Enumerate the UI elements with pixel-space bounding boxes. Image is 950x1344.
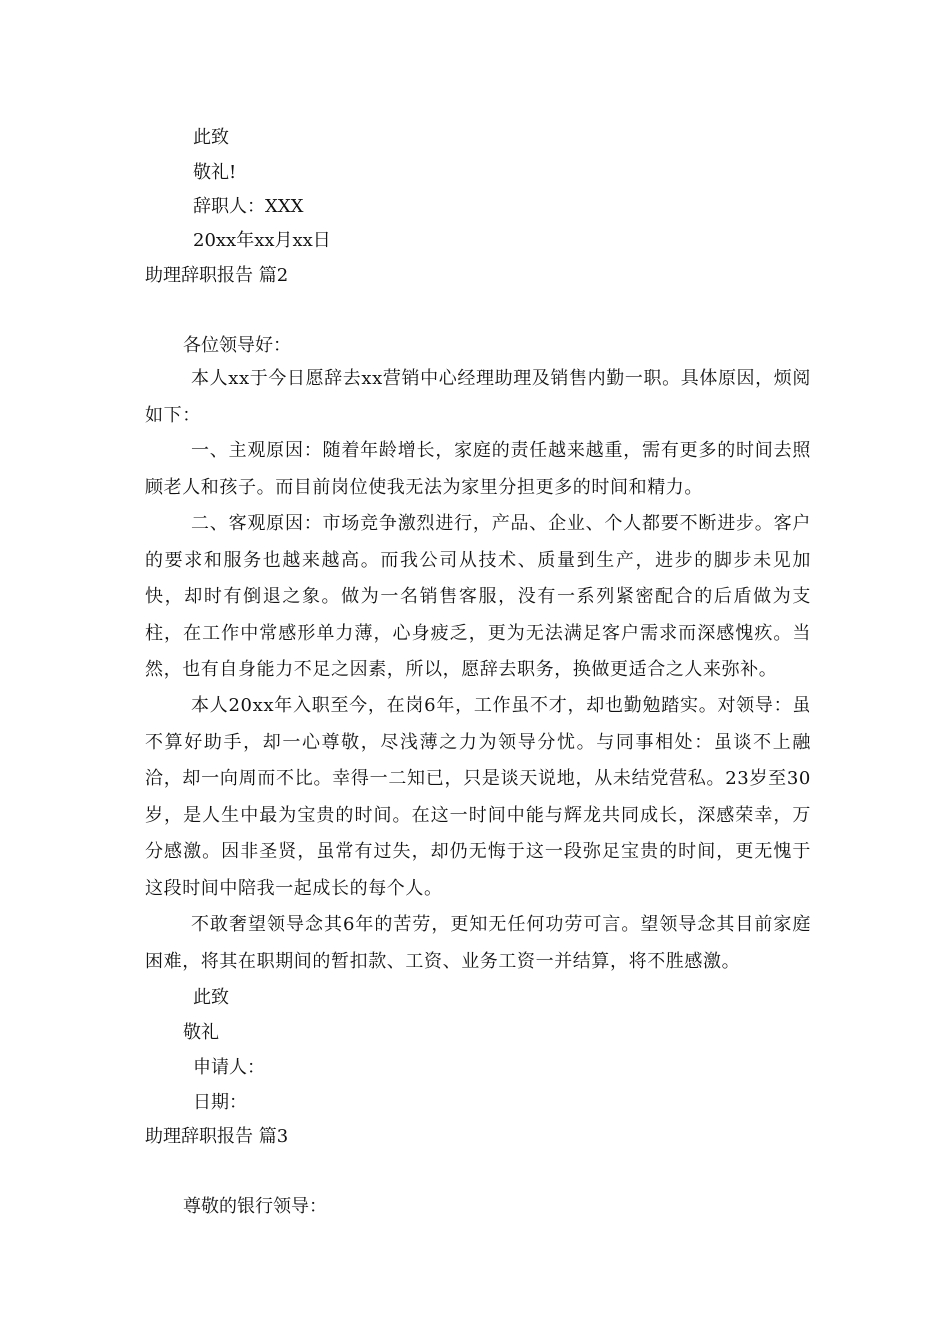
section-heading-2: 助理辞职报告 篇2 [145, 265, 289, 286]
paragraph-2: 一、主观原因：随着年龄增长，家庭的责任越来越重，需有更多的时间去照顾老人和孩子。而目前岗位使我无法为家里分担更多的时间和精力。 [145, 440, 811, 498]
paragraph-3: 二、客观原因：市场竞争激烈进行，产品、企业、个人都要不断进步。客户的要求和服务也越来越高。而我公司从技术、质量到生产，进步的脚步未见加快，却时有倒退之象。做为一名销售客服，没有一系列紧密配合的后盾做为支柱，在工作中常感形单力薄，心身疲乏，更为无法满足客户需求而深感愧疚。当然，也有自身能力不足之因素，所以，愿辞去职务，换做更适合之人来弥补。 [145, 513, 811, 681]
closing-jingli-2: 敬礼 [183, 1022, 219, 1043]
closing-date-2: 日期： [193, 1092, 247, 1113]
closing-cizhi: 此致 [193, 127, 229, 148]
paragraph-5: 不敢奢望领导念其6年的苦劳，更知无任何功劳可言。望领导念其目前家庭困难，将其在职期间的暂扣款、工资、业务工资一并结算，将不胜感激。 [145, 914, 811, 972]
section-heading-3: 助理辞职报告 篇3 [145, 1126, 289, 1147]
closing-jingli: 敬礼! [193, 162, 237, 183]
paragraph-4: 本人20xx年入职至今，在岗6年，工作虽不才，却也勤勉踏实。对领导：虽不算好助手，却一心尊敬，尽浅薄之力为领导分忧。与同事相处：虽谈不上融洽，却一向周而不比。幸得一二知已，只是谈天说地，从未结党营私。23岁至30岁，是人生中最为宝贵的时间。在这一时间中能与辉龙共同成长，深感荣幸，万分感激。因非圣贤，虽常有过失，却仍无悔于这一段弥足宝贵的时间，更无愧于这段时间中陪我一起成长的每个人。 [145, 695, 811, 899]
closing-signer: 辞职人：XXX [193, 196, 304, 217]
closing-date: 20xx年xx月xx日 [193, 230, 331, 251]
paragraph-1: 本人xx于今日愿辞去xx营销中心经理助理及销售内勤一职。具体原因，烦阅如下： [145, 368, 811, 426]
closing-cizhi-2: 此致 [193, 987, 229, 1008]
closing-applicant: 申请人： [193, 1057, 265, 1078]
greeting-3: 尊敬的银行领导： [183, 1196, 327, 1217]
greeting-2: 各位领导好： [183, 335, 291, 356]
